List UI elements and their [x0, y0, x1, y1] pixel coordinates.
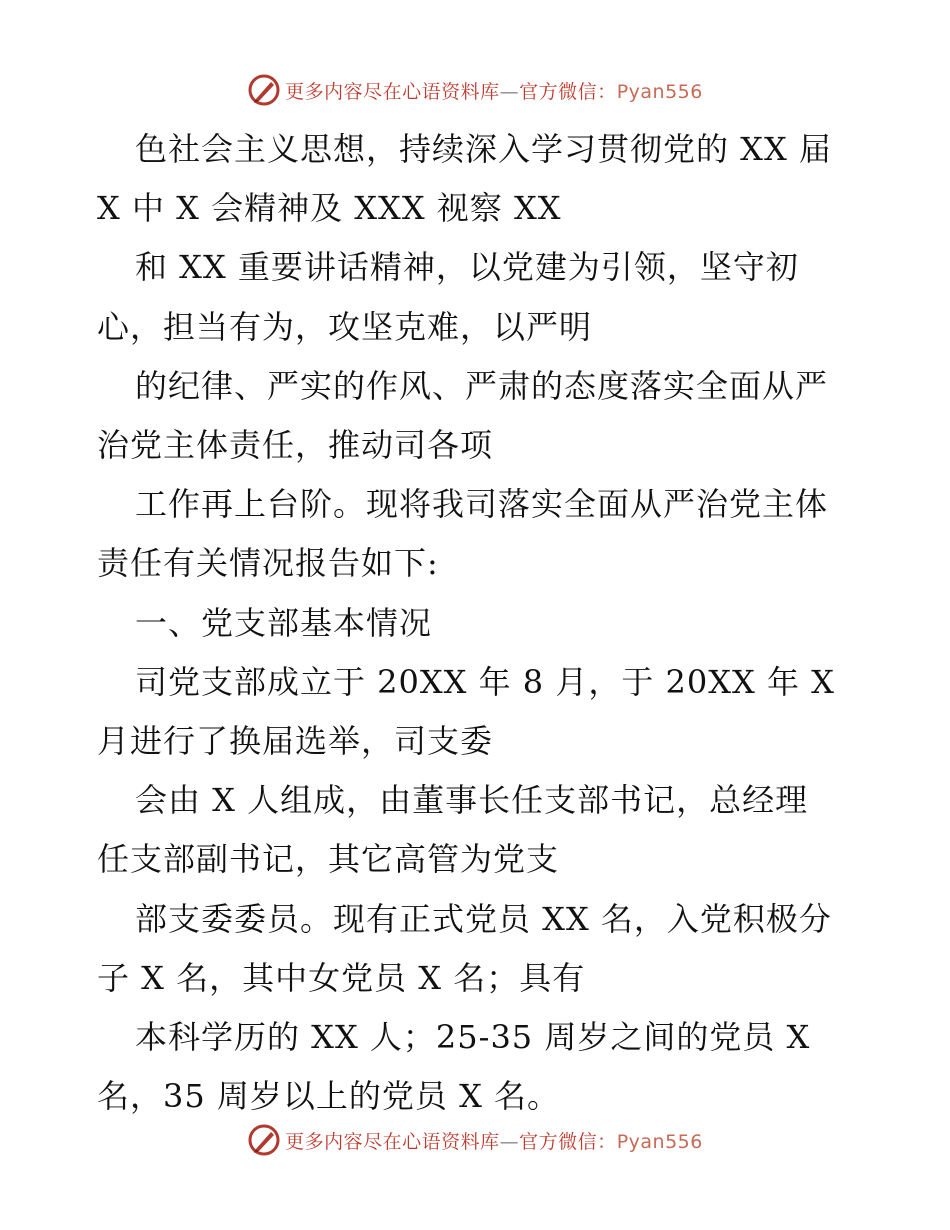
- watermark-id: Pyan556: [616, 1130, 703, 1153]
- document-body: [97, 120, 877, 1126]
- watermark-id: Pyan556: [616, 80, 703, 103]
- watermark-brand: 更多内容尽在心语资料库: [285, 1130, 500, 1153]
- text-line: 会由 X 人组成，由董事长任支部书记，总经理: [135, 781, 809, 820]
- pen-logo-icon: [247, 73, 281, 107]
- watermark-separator: —: [499, 1130, 520, 1153]
- watermark-suffix: 官方微信：: [519, 1130, 617, 1153]
- text-line: 的纪律、严实的作风、严肃的态度落实全面从严: [135, 366, 829, 405]
- text-line: 本科学历的 XX 人；25-35 周岁之间的党员 X: [135, 1018, 811, 1057]
- text-line: 部支委委员。现有正式党员 XX 名，入党积极分: [135, 899, 832, 938]
- text-line: 子 X 名，其中女党员 X 名；具有: [97, 958, 586, 997]
- text-line: 责任有关情况报告如下:: [97, 544, 439, 583]
- text-line: X 中 X 会精神及 XXX 视察 XX: [97, 189, 562, 228]
- text-line: 心，担当有为，攻坚克难，以严明: [97, 307, 593, 346]
- watermark-separator: —: [499, 80, 520, 103]
- text-line: 名，35 周岁以上的党员 X 名。: [97, 1077, 561, 1116]
- text-line: 色社会主义思想，持续深入学习贯彻党的 XX 届: [135, 130, 832, 168]
- text-line: 和 XX 重要讲话精神，以党建为引领，坚守初: [135, 248, 799, 287]
- text-line: 治党主体责任，推动司各项: [97, 426, 494, 465]
- watermark-text: [285, 77, 703, 104]
- watermark-suffix: 官方微信：: [519, 80, 617, 103]
- text-line: 司党支部成立于 20XX 年 8 月，于 20XX 年 X: [135, 662, 835, 701]
- pen-logo-icon: [247, 1123, 281, 1157]
- header-watermark: [0, 70, 950, 110]
- text-line: 任支部副书记，其它高管为党支: [97, 840, 560, 879]
- section-heading: 一、党支部基本情况: [135, 603, 433, 642]
- text-line: 月进行了换届选举，司支委: [97, 722, 494, 761]
- watermark-brand: 更多内容尽在心语资料库: [285, 80, 500, 103]
- text-line: 工作再上台阶。现将我司落实全面从严治党主体: [135, 485, 829, 524]
- footer-watermark: [0, 1120, 950, 1160]
- watermark-text: [285, 1127, 703, 1154]
